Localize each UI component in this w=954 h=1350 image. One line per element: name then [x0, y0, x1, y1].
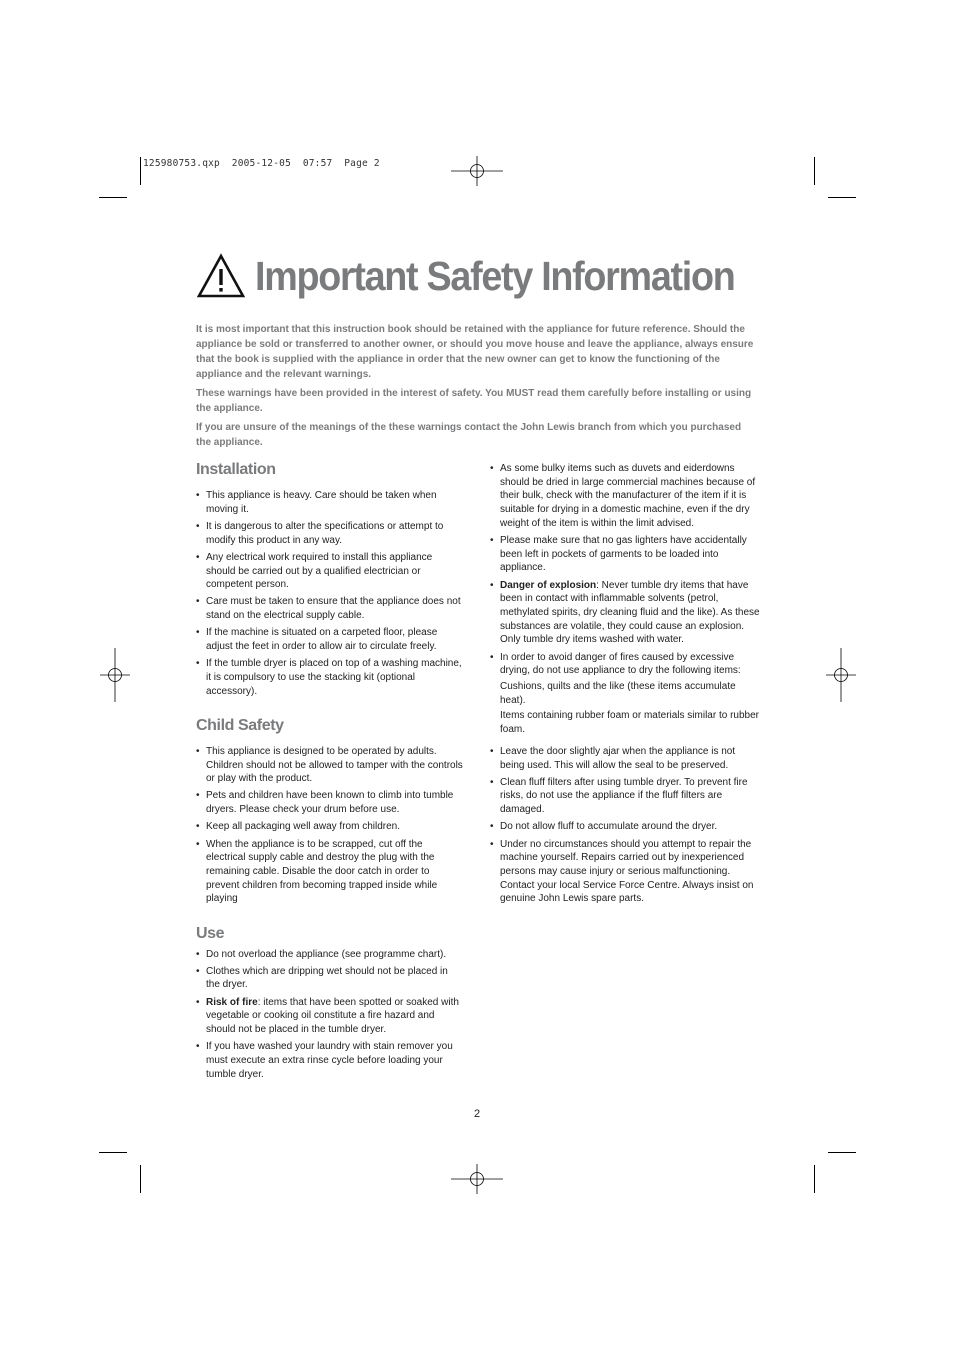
left-column	[196, 460, 464, 1085]
crop-mark	[828, 1152, 856, 1153]
section-heading-use: Use	[196, 924, 225, 942]
list-item: • It is dangerous to alter the specifications or attempt to modify this product in any way.	[196, 520, 444, 546]
list-item: • Clean fluff filters after using tumble dryer. To prevent fire risks, do not use the appliance if the fluff filters are damaged.	[490, 776, 748, 816]
right-column	[490, 462, 760, 910]
list-item: • This appliance is designed to be operated by adults. Children should not be allowed to tamper with the controls or play with the product.	[196, 745, 463, 785]
intro-paragraph: If you are unsure of the meanings of the these warnings contact the John Lewis branch from which you purchased the appliance.	[196, 422, 742, 448]
crop-mark	[140, 157, 141, 185]
crop-mark	[99, 197, 127, 198]
list-item: • Do not allow fluff to accumulate around the dryer.	[490, 821, 718, 833]
section-heading-child-safety: Child Safety	[196, 716, 284, 734]
use-list	[196, 948, 464, 1082]
intro-paragraph: These warnings have been provided in the interest of safety. You MUST read them carefully before installing or using the appliance.	[196, 388, 752, 414]
page-number: 2	[473, 1108, 481, 1120]
list-item: • Leave the door slightly ajar when the appliance is not being used. This will allow the seal to be preserved.	[490, 745, 736, 771]
registration-mark-icon	[451, 156, 503, 186]
list-item: • If the machine is situated on a carpeted floor, please adjust the feet in order to allow air to circulate freely.	[196, 627, 438, 653]
warning-triangle-icon	[196, 253, 246, 299]
list-item: • In order to avoid danger of fires caused by excessive drying, do not use appliance to dry the following items: Cushions, quilts and the like (these items accumulate heat). Items containing rubber foam or materials similar to rubber foam.	[490, 651, 759, 736]
list-item: • Clothes which are dripping wet should not be placed in the dryer.	[196, 965, 448, 991]
list-item: • Please make sure that no gas lighters have accidentally been left in pockets of garments to be loaded into appliance.	[490, 535, 747, 574]
list-item: • Under no circumstances should you attempt to repair the machine yourself. Repairs carried out by inexperienced persons may cause injury or serious malfunctioning. Contact your local Service Force Centre. Always insist on genuine John Lewis spare parts.	[490, 838, 754, 905]
list-item: • This appliance is heavy. Care should be taken when moving it.	[196, 490, 437, 515]
list-item: • As some bulky items such as duvets and eiderdowns should be dried in large commercial machines because of their bulk, check with the manufacturer of the item if it is suitable for drying in a domestic machine, even if the dry weight of the item is within the limit advised.	[490, 463, 756, 529]
list-item: • Care must be taken to ensure that the appliance does not stand on the electrical supply cable.	[196, 596, 461, 622]
list-item: • Danger of explosion: Never tumble dry items that have been in contact with inflammable solvents (petrol, methylated spirits, dry cleaning fluid and the like). As these substances are volatile, they could cause an explosion. Only tumble dry items washed with water.	[490, 579, 760, 646]
list-item: • Do not overload the appliance (see programme chart).	[196, 948, 447, 960]
page-title: Important Safety Information	[255, 252, 735, 299]
crop-mark	[814, 1165, 815, 1193]
list-item: • Risk of fire: items that have been spotted or soaked with vegetable or cooking oil constitute a fire hazard and should not be placed in the tumble dryer.	[196, 996, 459, 1036]
danger-of-explosion-label: Danger of explosion	[500, 579, 597, 591]
risk-of-fire-label: Risk of fire	[206, 996, 258, 1008]
list-item: • Any electrical work required to install this appliance should be carried out by a qualified electrician or competent person.	[196, 551, 433, 591]
section-heading-installation: Installation	[196, 461, 276, 478]
list-item: • If the tumble dryer is placed on top of a washing machine, it is compulsory to use the stacking kit (optional accessory).	[196, 658, 462, 697]
page-header	[196, 246, 776, 306]
intro-paragraph: It is most important that this instruction book should be retained with the appliance for future reference. Should the appliance be sold or transferred to another owner, or should you move house and leave the appliance, always ensure that the book is supplied with the appliance in order that the new owner can get to know the functioning of the appliance and the relevant warnings.	[196, 324, 754, 380]
registration-mark-icon	[100, 648, 130, 702]
list-item: • If you have washed your laundry with stain remover you must execute an extra rinse cycle before loading your tumble dryer.	[196, 1041, 453, 1080]
registration-mark-icon	[826, 648, 856, 702]
list-item: • When the appliance is to be scrapped, cut off the electrical supply cable and destroy the plug with the remaining cable. Disable the door catch in order to prevent children from becoming trapped inside while playing	[196, 838, 438, 905]
installation-list	[196, 489, 464, 698]
list-item: • Pets and children have been known to climb into tumble dryers. Please check your drum before use.	[196, 790, 454, 816]
crop-mark	[828, 197, 856, 198]
list-item: • Keep all packaging well away from children.	[196, 821, 400, 833]
child-safety-list	[196, 745, 464, 906]
use-list-continued	[490, 462, 760, 906]
crop-mark	[99, 1152, 127, 1153]
registration-mark-icon	[451, 1164, 503, 1194]
crop-mark	[814, 157, 815, 185]
printer-slug: 125980753.qxp 2005-12-05 07:57 Page 2	[143, 158, 380, 169]
crop-mark	[140, 1165, 141, 1193]
intro-text	[196, 322, 758, 454]
